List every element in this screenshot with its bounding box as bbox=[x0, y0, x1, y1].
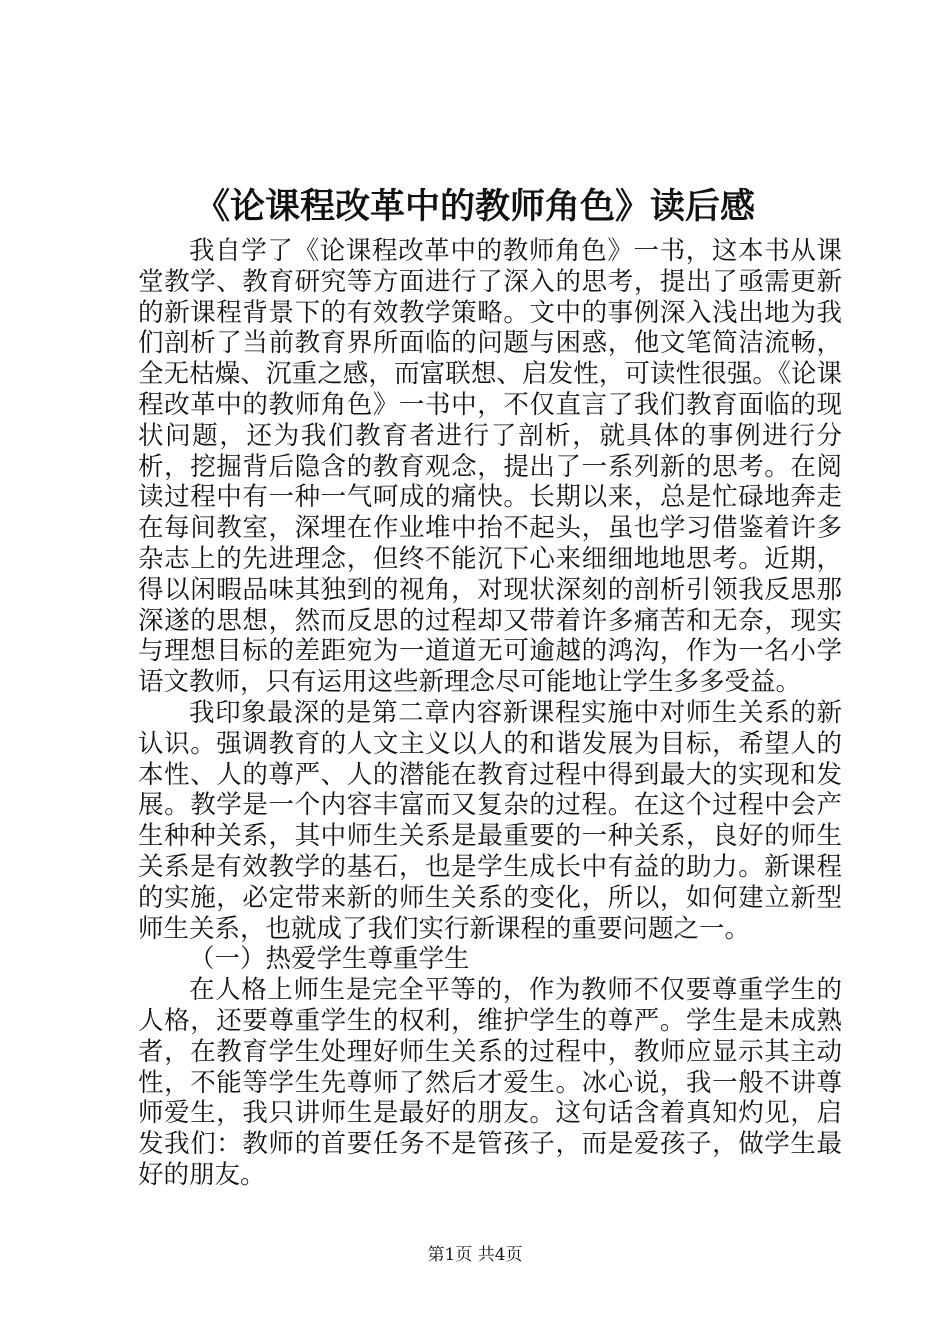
document-body bbox=[138, 236, 842, 1191]
paragraph: 在人格上师生是完全平等的，作为教师不仅要尊重学生的人格，还要尊重学生的权利，维护学生的尊严。学生是未成熟者，在教育学生处理好师生关系的过程中，教师应显示其主动性，不能等学生先尊师了然后才爱生。冰心说，我一般不讲尊师爱生，我只讲师生是最好的朋友。这句话含着真知灼见，启发我们：教师的首要任务不是管孩子，而是爱孩子，做学生最好的朋友。 bbox=[138, 975, 842, 1190]
paragraph: 我印象最深的是第二章内容新课程实施中对师生关系的新认识。强调教育的人文主义以人的和谐发展为目标，希望人的本性、人的尊严、人的潜能在教育过程中得到最大的实现和发展。教学是一个内容丰富而又复杂的过程。在这个过程中会产生种种关系，其中师生关系是最重要的一种关系，良好的师生关系是有效教学的基石，也是学生成长中有益的助力。新课程的实施，必定带来新的师生关系的变化，所以，如何建立新型师生关系，也就成了我们实行新课程的重要问题之一。 bbox=[138, 697, 842, 944]
page-number: 第1页 共4页 bbox=[427, 1245, 523, 1265]
paragraph: 我自学了《论课程改革中的教师角色》一书，这本书从课堂教学、教育研究等方面进行了深入的思考，提出了亟需更新的新课程背景下的有效教学策略。文中的事例深入浅出地为我们剖析了当前教育界所面临的问题与困惑，他文笔简洁流畅，全无枯燥、沉重之感，而富联想、启发性，可读性很强。《论课程改革中的教师角色》一书中，不仅直言了我们教育面临的现状问题，还为我们教育者进行了剖析，就具体的事例进行分析，挖掘背后隐含的教育观念，提出了一系列新的思考。在阅读过程中有一种一气呵成的痛快。长期以来，总是忙碌地奔走在每间教室，深埋在作业堆中抬不起头，虽也学习借鉴着许多杂志上的先进理念，但终不能沉下心来细细地地思考。近期，得以闲暇品味其独到的视角，对现状深刻的剖析引领我反思那深遂的思想，然而反思的过程却又带着许多痛苦和无奈，现实与理想目标的差距宛为一道道无可逾越的鸿沟，作为一名小学语文教师，只有运用这些新理念尽可能地让学生多多受益。 bbox=[138, 236, 842, 698]
section-heading: （一）热爱学生尊重学生 bbox=[189, 944, 470, 975]
document-title: 《论课程改革中的教师角色》读后感 bbox=[194, 186, 755, 227]
